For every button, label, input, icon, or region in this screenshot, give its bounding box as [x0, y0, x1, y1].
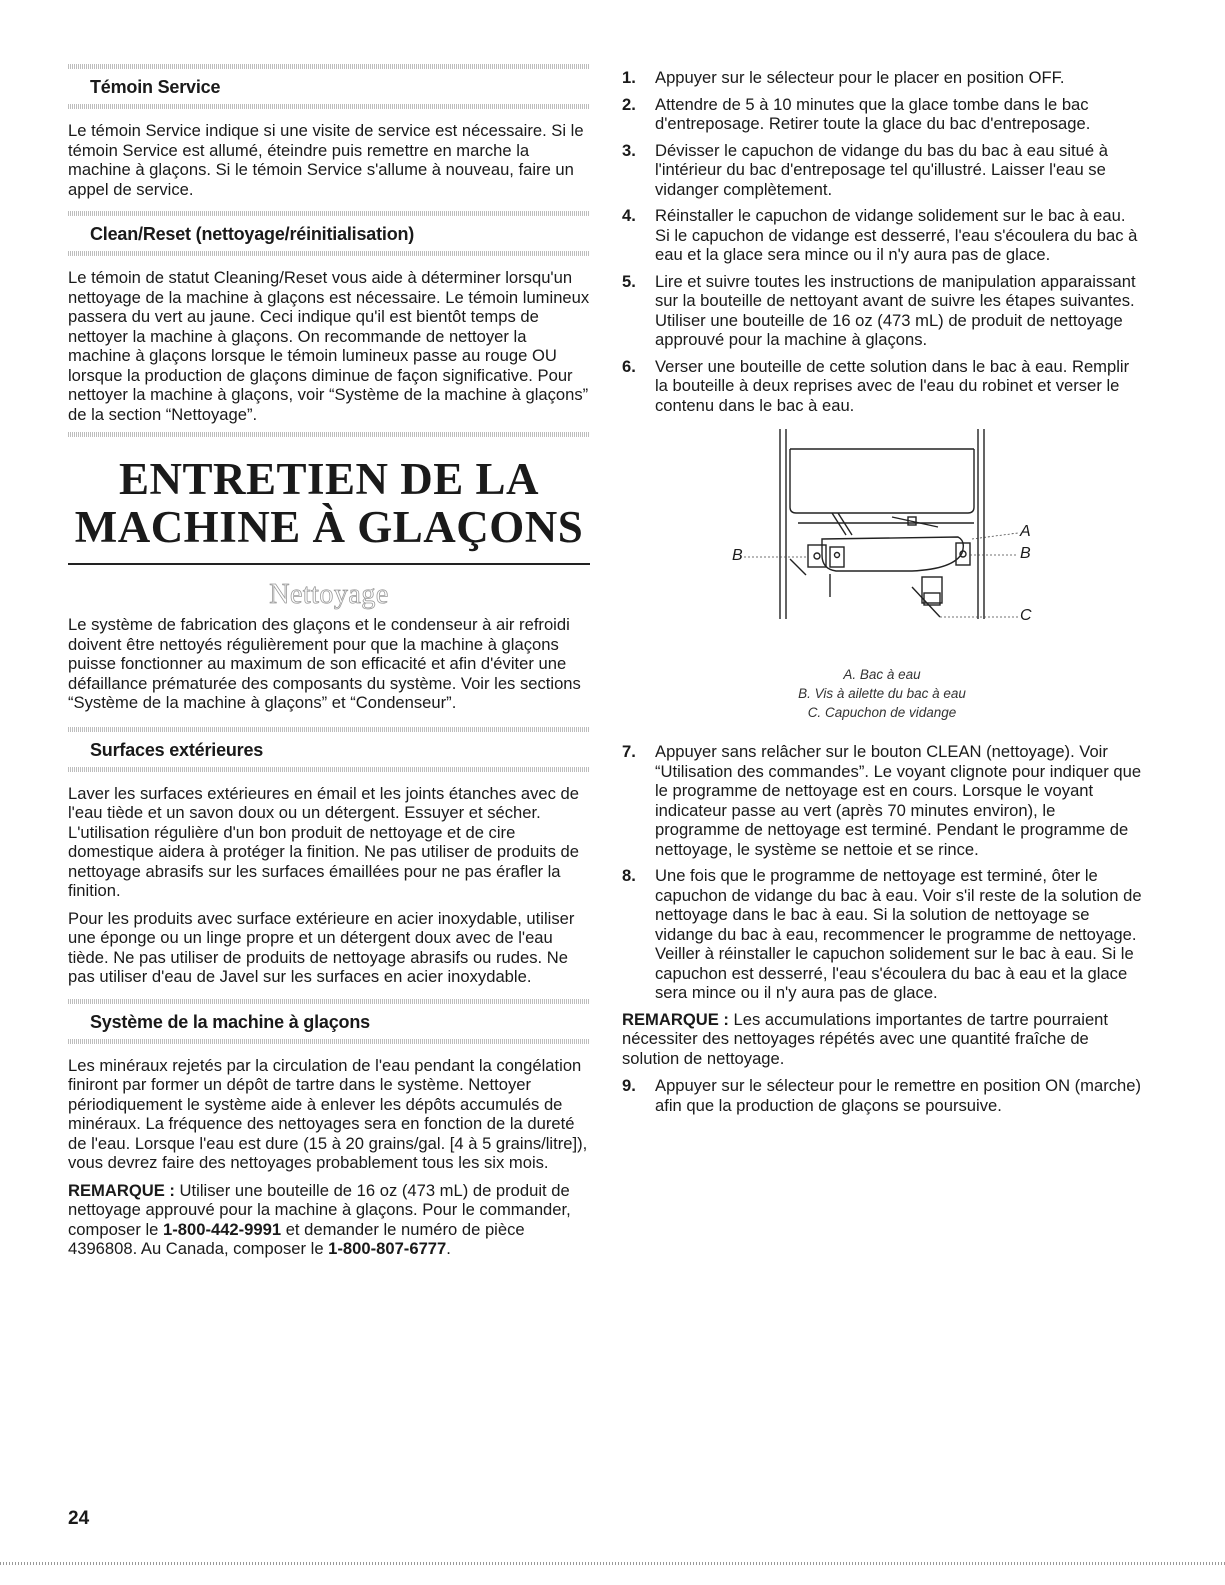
caption-line: B. Vis à ailette du bac à eau: [798, 686, 966, 701]
label-a: A: [1020, 523, 1031, 540]
page-title-line-1: ENTRETIEN DE LA: [118, 454, 540, 504]
step-text: Appuyer sans relâcher sur le bouton CLEAN (nettoyage). Voir “Utilisation des commandes”. Le voyant clignote pour indiquer que le programme de nettoyage est en cours. Lorsque le voyant indicateur passe au vert (après 70 minutes environ), le programme de nettoyage est terminé. Pendant le programme de nettoyage, le système se nettoie et se rince.: [655, 742, 1142, 859]
page-number: 24: [68, 1508, 90, 1529]
page-title: [68, 455, 590, 551]
note-text: .: [446, 1239, 451, 1258]
step-text: Réinstaller le capuchon de vidange solidement sur le bac à eau. Si le capuchon de vidange est desserré, l'eau s'écoulera du bac à eau et la glace sera mince ou il n'y aura pas de glace.: [655, 206, 1138, 264]
paragraph: Laver les surfaces extérieures en émail et les joints étanches avec de l'eau tiède et un savon doux ou un détergent. Essuyer et sécher. L'utilisation régulière d'un bon produit de nettoyage et de cire domestique aidera à protéger la finition. Ne pas utiliser de produits de nettoyage abrasifs sur les surfaces émaillées pour ne pas érafler la finition.: [68, 783, 580, 900]
step-item: [622, 272, 1142, 350]
dotted-rule: [68, 999, 590, 1004]
step-text: Verser une bouteille de cette solution dans le bac à eau. Remplir la bouteille à deux reprises avec de l'eau du robinet et verser le contenu dans le bac à eau.: [655, 356, 1130, 415]
note-text: Utiliser une bouteille de 16 oz (473 mL) de produit de nettoyage approuvé pour la machine à glaçons. Pour le commander, composer le: [68, 1180, 571, 1239]
note-label: REMARQUE :: [622, 1009, 729, 1029]
caption-line: A. Bac à eau: [843, 667, 921, 682]
page-title-line-2: MACHINE À GLAÇONS: [74, 502, 584, 552]
step-item: [622, 742, 1142, 859]
step-item: [622, 1076, 1142, 1115]
label-c: C: [1020, 607, 1032, 624]
section-heading: Clean/Reset (nettoyage/réinitialisation): [90, 224, 415, 244]
step-number: 5.: [622, 271, 636, 291]
water-trough-diagram: [622, 429, 1142, 659]
dotted-rule: [68, 1039, 590, 1044]
phone-number-canada: 1-800-807-6777: [328, 1239, 447, 1258]
dotted-rule: [68, 211, 590, 216]
section-temoin-service: [68, 64, 590, 199]
paragraph: Le témoin Service indique si une visite de service est nécessaire. Si le témoin Service est allumé, éteindre puis remettre en marche la machine à glaçons. Si le témoin Service s'allume à nouveau, faire un appel de service.: [68, 121, 584, 199]
phone-number-us: 1-800-442-9991: [163, 1219, 282, 1239]
paragraph: Le témoin de statut Cleaning/Reset vous aide à déterminer lorsqu'un nettoyage de la machine à glaçons est nécessaire. Le témoin lumineux passera du vert au jaune. Ceci indique qu'il est bientôt temps de nettoyer la machine à glaçons. On recommande de nettoyer la machine à glaçons lorsque le témoin lumineux passe au rouge OU lorsque la production de glaçons diminue de façon significative. Pour nettoyer la machine à glaçons, voir “Système de la machine à glaçons” de la section “Nettoyage”.: [68, 268, 590, 424]
step-number: 4.: [622, 206, 636, 225]
section-systeme-machine: [68, 999, 590, 1259]
step-item: [622, 357, 1142, 416]
step-text: Une fois que le programme de nettoyage est terminé, ôter le capuchon de vidange du bac à eau. Voir s'il reste de la solution de nettoyage dans le bac à eau. Si la solution de nettoyage se vidange du bac à eau, recommencer le programme de nettoyage. Veiller à réinstaller le capuchon solidement sur le bac à eau. Si le capuchon est desserré, l'eau s'écoulera du bac à eau et la glace sera mince ou il n'y aura pas de glace.: [655, 866, 1142, 1002]
section-clean-reset: [68, 211, 590, 424]
step-text: Appuyer sur le sélecteur pour le placer en position OFF.: [655, 68, 1065, 87]
note-paragraph: [68, 1181, 590, 1259]
steps-list: [622, 742, 1142, 1003]
note-text: et demander le numéro de pièce 4396808. Au Canada, composer le: [68, 1219, 525, 1258]
label-b-left: B: [732, 547, 743, 564]
step-number: 9.: [622, 1076, 636, 1095]
section-heading: Système de la machine à glaçons: [90, 1011, 370, 1032]
note-label: REMARQUE :: [68, 1180, 175, 1200]
step-number: 6.: [622, 356, 636, 376]
dotted-rule: [68, 727, 590, 732]
dotted-rule: [68, 251, 590, 256]
step-text: Lire et suivre toutes les instructions de manipulation apparaissant sur la bouteille de nettoyant avant de suivre les étapes suivantes. Utiliser une bouteille de 16 oz (473 mL) de produit de nettoyage approuvé pour la machine à glaçons.: [655, 271, 1136, 349]
step-item: [622, 95, 1142, 134]
section-heading: Surfaces extérieures: [90, 739, 264, 760]
figure-caption: [622, 665, 1142, 722]
dotted-rule: [68, 104, 590, 109]
intro-paragraph: Le système de fabrication des glaçons et le condenseur à air refroidi doivent être nettoyés régulièrement pour que la machine à glaçons puisse fonctionner au maximum de son efficacité et afin d'éviter une défaillance prématurée des composants du système. Voir les sections “Système de la machine à glaçons” et “Condenseur”.: [68, 615, 581, 712]
section-heading: Témoin Service: [90, 77, 221, 97]
step-item: [622, 141, 1142, 200]
water-trough-figure: [622, 429, 1142, 659]
step-item: [622, 206, 1142, 265]
step-text: Dévisser le capuchon de vidange du bas du bac à eau situé à l'intérieur du bac d'entreposage tel qu'illustré. Laisser l'eau se vidanger complètement.: [655, 140, 1108, 199]
note-paragraph: [622, 1010, 1142, 1069]
section-surfaces-exterieures: [68, 727, 590, 987]
steps-list: [622, 1076, 1142, 1115]
dotted-rule: [68, 767, 590, 772]
left-column: [68, 64, 590, 1267]
subtitle-nettoyage: Nettoyage: [269, 579, 389, 610]
step-text: Appuyer sur le sélecteur pour le remettre en position ON (marche) afin que la production de glaçons se poursuive.: [655, 1076, 1142, 1115]
step-item: [622, 866, 1142, 1003]
step-number: 7.: [622, 742, 636, 761]
paragraph: Les minéraux rejetés par la circulation de l'eau pendant la congélation finiront par former un dépôt de tartre dans le système. Nettoyer périodiquement le système aide à enlever les dépôts accumulés de minéraux. La fréquence des nettoyages sera en fonction de la dureté de l'eau. Lorsque l'eau est dure (15 à 20 grains/gal. [4 à 5 grains/litre]), vous devrez faire des nettoyages probablement tous les six mois.: [68, 1055, 588, 1172]
step-item: [622, 68, 1142, 88]
step-text: Attendre de 5 à 10 minutes que la glace tombe dans le bac d'entreposage. Retirer toute la glace du bac d'entreposage.: [655, 94, 1091, 133]
bottom-rule: [0, 1562, 1225, 1565]
title-rule: [68, 563, 590, 565]
paragraph: Pour les produits avec surface extérieure en acier inoxydable, utiliser une éponge ou un linge propre et un détergent doux avec de l'eau tiède. Ne pas utiliser de produits de nettoyage abrasifs ou rudes. Ne pas utiliser d'eau de Javel sur les surfaces en acier inoxydable.: [68, 908, 575, 986]
steps-list: [622, 68, 1142, 415]
note-text: Les accumulations importantes de tartre pourraient nécessiter des nettoyages répétés avec une quantité fraîche de solution de nettoyage.: [622, 1009, 1109, 1068]
dotted-rule: [68, 432, 590, 437]
step-number: 2.: [622, 94, 636, 114]
label-b-right: B: [1020, 545, 1031, 562]
step-number: 3.: [622, 140, 636, 160]
dotted-rule: [68, 64, 590, 69]
step-number: 8.: [622, 866, 636, 885]
step-number: 1.: [622, 68, 636, 87]
right-column: [622, 68, 1142, 1122]
caption-line: C. Capuchon de vidange: [807, 705, 957, 720]
